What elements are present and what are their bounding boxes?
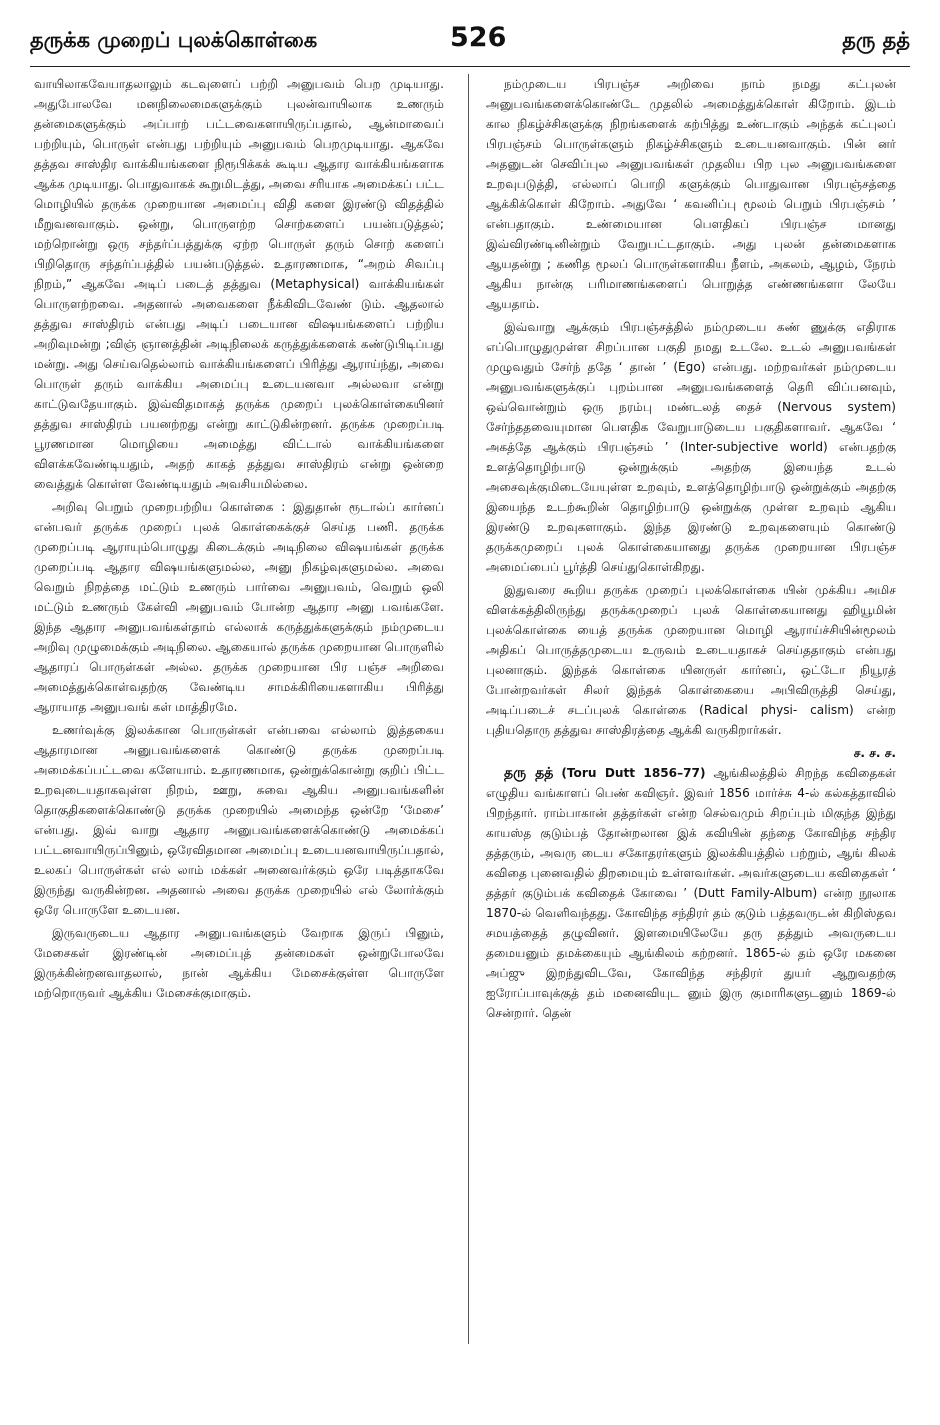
page-number: 526 <box>450 22 507 53</box>
left-column <box>34 74 444 1414</box>
entry-text: ஆங்கிலத்தில் சிறந்த கவிதைகள் எழுதிய வங்காளப் பெண் கவிஞர். இவர் 1856 மார்ச்சு 4-ல் கல்கத்தாவில் பிறந்தார். ராம்பாகான் தத்தர்கள் என்ற செல்வமும் சிறப்பும் மிகுந்த இந்து காயஸ்த குடும்பத் தோன்றலான இக் கவியின் தந்தை கோவிந்த சந்திர தத்தரும், அவரு டைய சகோதரர்களும் இலக்கியத்தில் பற்றும், ஆங் கிலக் கவிதை புனைவதில் திறமையும் உள்ளவர்கள். அவர்களுடைய கவிதைகள் ‘ தத்தர் குடும்பக் கவிதைக் கோவை ’ (Dutt Family-Album) என்ற நூலாக 1870-ல் வெளிவந்தது. கோவிந்த சந்திரர் தம் குடும் பத்தவருடன் கிறிஸ்தவ சமயத்தைத் தழுவினர். இளமையிலேயே தரு தத்தும் அவருடைய தமையனும் தமக்கையும் ஆங்கிலம் கற்றனர். 1865-ல் தம் ஒரே மகனை அப்ஜு இறந்துவிடவே, கோவிந்த சந்திரர் துயர் ஆறுவதற்கு ஐரோப்பாவுக்குத் தம் மனைவியுட னும் இரு குமாரிகளுடனும் 1869-ல் சென்றார். தென் <box>486 766 896 1020</box>
right-paragraph-3: இதுவரை கூறிய தருக்க முறைப் புலக்கொள்கை யின் முக்கிய அமிச விளக்கத்திலிருந்து தருக்கமுறைப் புலக் கொள்கையானது ஹியூமின் புலக்கொள்கை யைத் தருக்க முறையான மொழி ஆராய்ச்சியின்மூலம் அதிகப் பொருத்தமுடைய உருவம் உடையதாகச் செய்ததாகும் என்பது புலனாகும். இந்தக் கொள்கை யினருள் கார்னப், ஒட்டோ நியூரத் போன்றவர்கள் சிலர் இந்தக் கொள்கையை அபிவிருத்தி செய்து, அடிப்படைச் சடப்புலக் கொள்கை (Radical physi- calism) என்ற புதியதொரு தத்துவ சாஸ்திரத்தை ஆக்கி வருகிறார்கள். <box>486 583 896 737</box>
left-paragraph-2: அறிவு பெறும் முறைபற்றிய கொள்கை : இதுதான் ரூடால்ப் கார்னப் என்பவர் தருக்க முறைப் புலக் கொள்கைக்குச் செய்த பணி. தருக்க முறைப்படி ஆராயும்பொழுது கிடைக்கும் அடிநிலை விஷயங்கள் தருக்க முறைப்படி ஆதார விஷயங்களுமல்ல, அனு நிகழ்வுகளுமல்ல. அவை வெறும் நிறத்தை மட்டும் உணரும் பார்வை அனுபவம், வெறும் ஒலி மட்டும் உணரும் கேள்வி அனுபவம் போன்ற ஆதார அனு பவங்களே. இந்த ஆதார அனுபவங்கள்தாம் எல்லாக் கருத்துக்களுக்கும் நம்முடைய அறிவு முழுமைக்கும் அடிநிலை. ஆகையால் தருக்க முறையான பொருளில் ஆதாரப் பொருள்கள் அல்ல. தருக்க முறையான பிர பஞ்ச அறிவை அமைத்துக்கொள்வதற்கு வேண்டிய சாமக்கிரியைகளாகிய பிரித்து ஆராயாத அனுபவங் கள் மாத்திரமே. <box>34 500 444 714</box>
right-paragraph-2: இவ்வாறு ஆக்கும் பிரபஞ்சத்தில் நம்முடைய கண் ணுக்கு எதிராக எப்பொழுதுமுள்ள சிறப்பான பகுதி நமது உடலே. உடல் அனுபவங்கள் முழுவதும் சேர்ந் ததே ‘ தான் ’ (Ego) என்பது. மற்றவர்கள் நம்முடைய அனுபவங்களுக்குப் புறம்பான அனுபவங்களைத் தெரி விப்பனவும், ஒவ்வொன்றும் ஒரு நரம்பு மண்டலத் தைச் (Nervous system) சேர்ந்ததவையுமான பௌதிக வேறுபாடுடைய பகுதிகளாவர். ஆகவே ‘ அகத்தே ஆக்கும் பிரபஞ்சம் ’ (Inter-subjective world) என்பதற்கு உளத்தொழிற்பாடு ஒன்றுக்கும் அதற்கு இயைந்த உடல் அசைவுக்குமிடையேயுள்ள உறவும், உளத்தொழிற்பாடு ஒன்றுக்கும் அதற்கு இயைந்த உடற்கூறின் தொழிற்பாடு ஒன்றுக்கு முள்ள உறவும் ஆகிய இரண்டு உறவுகளாகும். இந்த இரண்டு உறவுகளையும் கொண்டு தருக்கமுறைப் புலக் கொள்கையானது தருக்க முறையான பிரபஞ்ச அமைப்பைப் பூர்த்தி செய்துகொள்கிறது. <box>486 320 896 574</box>
right-column <box>486 74 896 1414</box>
page-header <box>30 22 910 62</box>
left-paragraph-3: உணர்வுக்கு இலக்கான பொருள்கள் என்பவை எல்லாம் இத்தகைய ஆதாரமான அனுபவங்களைக் கொண்டு தருக்க முறைப்படி அமைக்கப்பட்டவை களேயாம். உதாரணமாக, ஒன்றுக்கொன்று குறிப் பிட்ட உறவுடையதாகவுள்ள நிறம், ஊறு, சுவை ஆகிய அனுபவங்களின் தொகுதிகளைக்கொண்டு தருக்க முறையில் அமைந்த ஒன்றே ‘மேசை’ என்பது. இவ் வாறு ஆதார அனுபவங்களைக்கொண்டு அமைக்கப் பட்டனவாயிருப்பினும், ஒரேவிதமான அமைப்பு உடையனவாயிருப்பதால், உலகப் பொருள்கள் எல் லாம் மக்கள் அனைவர்க்கும் ஒரே படித்தாகவே இருந்து வருகின்றன. அதனால் அவை தருக்க முறையில் எல் லோர்க்கும் ஒரே பொருளே உடையன. <box>34 723 444 917</box>
entry-title: தரு தத் <box>504 765 554 781</box>
header-rule <box>30 66 910 67</box>
running-title-right: தரு தத் <box>842 28 910 52</box>
author-signature: ச. ச. ச. <box>853 746 896 760</box>
left-paragraph-1: வாயிலாகவேயாதலாலும் கடவுளைப் பற்றி அனுபவம் பெற முடியாது. அதுபோலவே மனநிலைமைகளுக்கும் புலன்வாயிலாக உணரும் தன்மைகளுக்கும் அப்பாற் பட்டவைகளாயிருப்பதால், ஆன்மாவைப் பற்றியும், பொருள் என்பது பற்றியும் அனுபவம் பெறமுடியாது. ஆகவே தத்தவ சாஸ்திர வாக்கியங்களை நிரூபிக்கக் கூடிய ஆதார வாக்கியங்களாக ஆக்க முடியாது. பொதுவாகக் கூறுமிடத்து, அவை சரியாக அமைக்கப் பட்ட மொழியில் தருக்க முறையான அமைப்பு விதி களை இரண்டு விதத்தில் மீறுவனவாகும். ஒன்று, பொருளற்ற சொற்களைப் பயன்படுத்தல்; மற்றொன்று ஒரு சந்தர்ப்பத்துக்கு ஏற்ற பொருள் தரும் சொற் களைப் பிறிதொரு சந்தர்ப்பத்தில் பயன்படுத்தல். உதாரணமாக, “அறம் சிவப்பு நிறம்,” ஆகவே அடிப் படைத் தத்துவ (Metaphysical) வாக்கியங்கள் பொருளற்றவை. அதனால் அவைகளை நீக்கிவிடவேண் டும். ஆதலால் தத்துவ சாஸ்திரம் என்பது அடிப் படையான விஷயங்களைப் பற்றிய அறிவுமன்று ;விஞ் ஞானத்தின் அடிநிலைக் கருத்துக்களைக் கண்டுபிடிப்பது மன்று. அது செய்வதெல்லாம் வாக்கியங்களைப் பிரித்து ஆராய்ந்து, அவை பொருள் தரும் வாக்கிய அமைப்பு உடையனவா அல்லவா என்று காட்டுவதேயாகும். இவ்விதமாகத் தருக்க முறைப் புலக்கொள்கையினர் தத்துவ சாஸ்திரம் பயனற்றது என்று காட்டுகின்றனர். தருக்க முறைப்படி பூரணமான மொழியை அமைத்து விட்டால் வாக்கியங்களை விளக்கவேண்டியதும், அதற் காகத் தத்துவ சாஸ்திரம் என்று ஒன்றை வைத்துக் கொள்ள வேண்டியதும் அவசியமில்லை. <box>34 77 444 491</box>
right-paragraph-1: நம்முடைய பிரபஞ்ச அறிவை நாம் நமது கட்புலன் அனுபவங்களைக்கொண்டே முதலில் அமைத்துக்கொள் கிறோம். இடம் கால நிகழ்ச்சிகளுக்கு நிறங்களைக் கற்பித்து உண்டாகும் அந்தக் கட்புலப் பிரபஞ்சம் பொருள்களும் நிகழ்ச்சிகளும் உடையனவாகும். பின் னர் அதனுடன் செவிப்புல அனுபவங்கள் முதலிய பிற புல அனுபவங்களை உறவுபடுத்தி, எல்லாப் பொறி களுக்கும் பொதுவான பிரபஞ்சத்தை ஆக்கிக்கொள் கிறோம். அதுவே ‘ கவனிப்பு மூலம் பெறும் பிரபஞ்சம் ’ என்பதாகும். உண்மையான பௌதிகப் பிரபஞ்ச மானது இவ்விரண்டினின்றும் வேறுபட்டதாகும். அது புலன் தன்மைகளாக ஆயதன்று ; கணித மூலப் பொருள்களாகிய நீளம், அகலம், ஆழம், நேரம் ஆகிய நான்கு பரிமாணங்களைப் பொறுத்த எண்ணங்களா லேயே ஆயதாம். <box>486 77 896 311</box>
entry-latin-name: (Toru Dutt 1856–77) <box>561 766 706 780</box>
column-divider <box>468 74 469 1344</box>
left-paragraph-4: இருவருடைய ஆதார அனுபவங்களும் வேறாக இருப் பினும், மேசைகள் இரண்டின் அமைப்புத் தன்மைகள் ஒன்றுபோலவே இருக்கின்றனவாதலால், நான் ஆக்கிய மேசைக்குள்ள பொருளே மற்றொருவர் ஆக்கிய மேசைக்குமாகும். <box>34 926 444 1000</box>
running-title-left: தருக்க முறைப் புலக்கொள்கை <box>30 28 318 52</box>
entry-toru-dutt <box>486 763 896 1023</box>
